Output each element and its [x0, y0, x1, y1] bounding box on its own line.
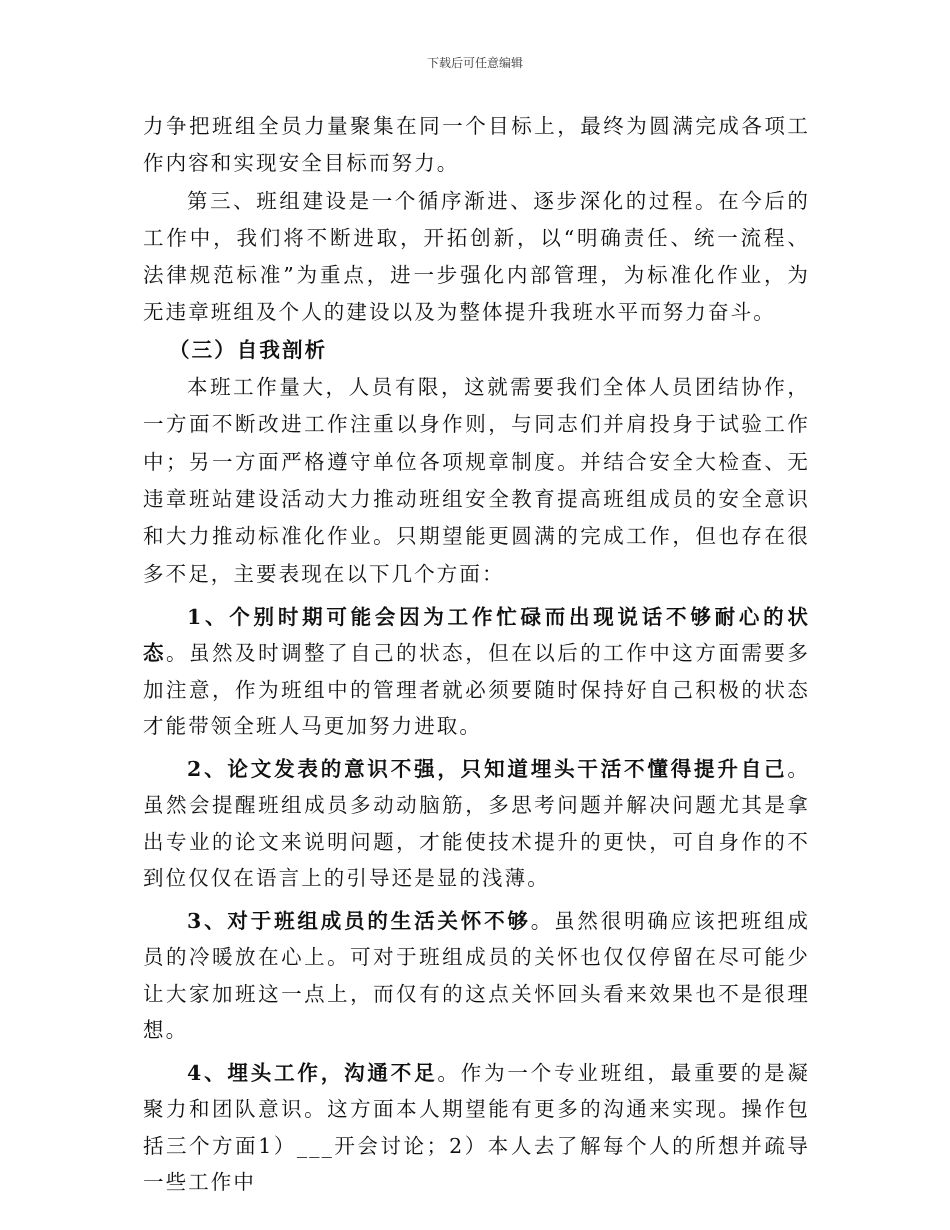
page-header: 下载后可任意编辑	[426, 56, 523, 70]
paragraph-third-point: 第三、班组建设是一个循序渐进、逐步深化的过程。在今后的工作中，我们将不断进取，开拓创新，以“明确责任、统一流程、法律规范标准”为重点，进一步强化内部管理，为标准化作业，为无违章班组及个人的建设以及为整体提升我班水平而努力奋斗。	[143, 188, 810, 325]
list-item-1-text: 。虽然及时调整了自己的状态，但在以后的工作中这方面需要多加注意，作为班组中的管理者就必须要随时保持好自己积极的状态才能带领全班人马更加努力进取。	[143, 641, 810, 739]
list-item-3-lead: 3、对于班组成员的生活关怀不够	[187, 908, 531, 933]
list-item-2-text: 。虽然会提醒班组成员多动动脑筋，多思考问题并解决问题尤其是拿出专业的论文来说明问题，才能使技术提升的更快，可自身作的不到位仅仅在语言上的引导还是显的浅薄。	[143, 756, 810, 891]
list-item-4-lead: 4、埋头工作，沟通不足	[187, 1060, 438, 1085]
paragraph-continuation: 力争把班组全员力量聚集在同一个目标上，最终为圆满完成各项工作内容和实现安全目标而努力。	[143, 114, 810, 176]
list-item-4	[143, 1055, 810, 1201]
list-item-2	[143, 751, 810, 897]
list-item-3-text: 。虽然很明确应该把班组成员的冷暖放在心上。可对于班组成员的关怀也仅仅停留在尽可能少让大家加班这一点上，而仅有的这点关怀回头看来效果也不是很理想。	[143, 908, 811, 1043]
list-item-4-text: 。作为一个专业班组，最重要的是凝聚力和团队意识。这方面本人期望能有更多的沟通来实现。操作包括三个方面1）___开会讨论；2）本人去了解每个人的所想并疏导一些工作中	[143, 1060, 810, 1195]
list-item-2-lead: 2、论文发表的意识不强，只知道埋头干活不懂得提升自己	[187, 756, 788, 781]
section-heading: （三）自我剖析	[169, 337, 328, 362]
list-item-3	[143, 903, 810, 1049]
list-item-1	[143, 599, 810, 745]
paragraph-self-analysis: 本班工作量大，人员有限，这就需要我们全体人员团结协作，一方面不断改进工作注重以身作则，与同志们并肩投身于试验工作中；另一方面严格遵守单位各项规章制度。并结合安全大检查、无违章班站建设活动大力推动班组安全教育提高班组成员的安全意识和大力推动标准化作业。只期望能更圆满的完成工作，但也存在很多不足，主要表现在以下几个方面：	[143, 375, 810, 586]
document-body	[143, 108, 810, 1201]
list-item-1-lead: 1、个别时期可能会因为工作忙碌而出现说话不够耐心的状态	[143, 604, 810, 666]
